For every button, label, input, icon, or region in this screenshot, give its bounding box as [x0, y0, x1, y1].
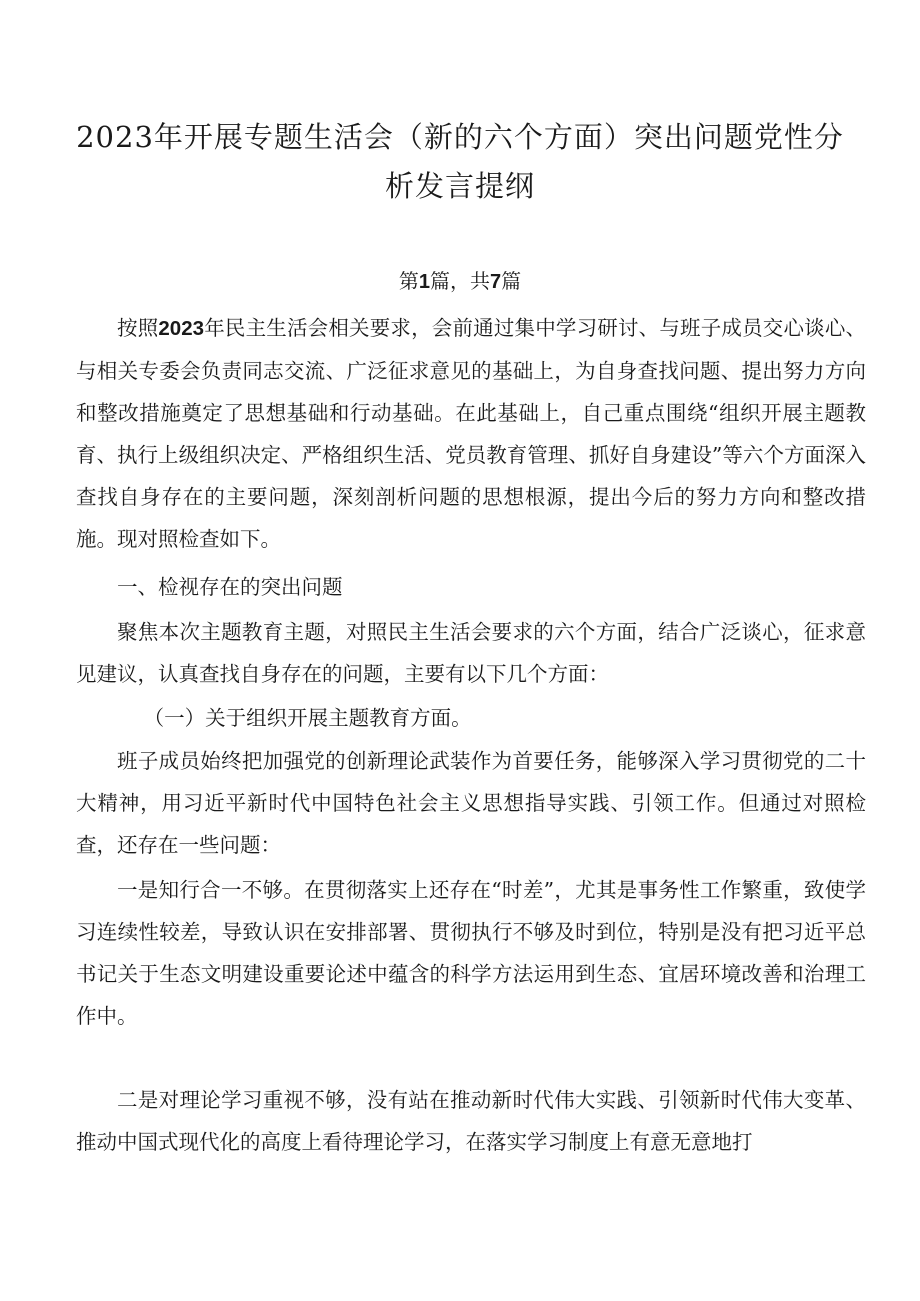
- intro-year: 2023: [158, 317, 204, 340]
- part-label-mid: 篇，共: [430, 269, 490, 293]
- intro-rest: 年民主生活会相关要求，会前通过集中学习研讨、与班子成员交心谈心、与相关专委会负责同志交流、广泛征求意见的基础上，为自身查找问题、提出努力方向和整改措施奠定了思想基础和行动基础。在此基础上，自己重点围绕“组织开展主题教育、执行上级组织决定、严格组织生活、党员教育管理、抓好自身建设”等六个方面深入查找自身存在的主要问题，深刻剖析问题的思想根源，提出今后的努力方向和整改措施。现对照检查如下。: [76, 316, 867, 551]
- sub1-point2: 二是对理论学习重视不够，没有站在推动新时代伟大实践、引领新时代伟大变革、推动中国式现代化的高度上看待理论学习，在落实学习制度上有意无意地打: [76, 1088, 866, 1154]
- part-label-suffix: 篇: [501, 269, 522, 293]
- intro-paragraph: [76, 307, 866, 560]
- part-current: 1: [418, 271, 430, 293]
- intro-prefix: 按照: [117, 316, 159, 340]
- document-title-line1: 2023年开展专题生活会（新的六个方面）突出问题党性分: [76, 120, 844, 154]
- part-label-prefix: 第: [398, 269, 419, 293]
- part-indicator: [60, 266, 860, 297]
- sub1-point1: 一是知行合一不够。在贯彻落实上还存在“时差”，尤其是事务性工作繁重，致使学习连续性较差，导致认识在安排部署、贯彻执行不够及时到位，特别是没有把习近平总书记关于生态文明建设重要论述中蕴含的科学方法运用到生态、宜居环境改善和治理工作中。: [76, 878, 866, 1028]
- section1-heading: 一、检视存在的突出问题: [117, 575, 343, 599]
- sub1-para1: 班子成员始终把加强党的创新理论武装作为首要任务，能够深入学习贯彻党的二十大精神，用习近平新时代中国特色社会主义思想指导实践、引领工作。但通过对照检查，还存在一些问题：: [76, 749, 866, 857]
- section1-intro: 聚焦本次主题教育主题，对照民主生活会要求的六个方面，结合广泛谈心，征求意见建议，认真查找自身存在的问题，主要有以下几个方面：: [76, 620, 866, 686]
- part-total: 7: [490, 271, 502, 293]
- document-title-line2: 析发言提纲: [384, 169, 535, 203]
- sub1-heading: （一）关于组织开展主题教育方面。: [143, 706, 472, 730]
